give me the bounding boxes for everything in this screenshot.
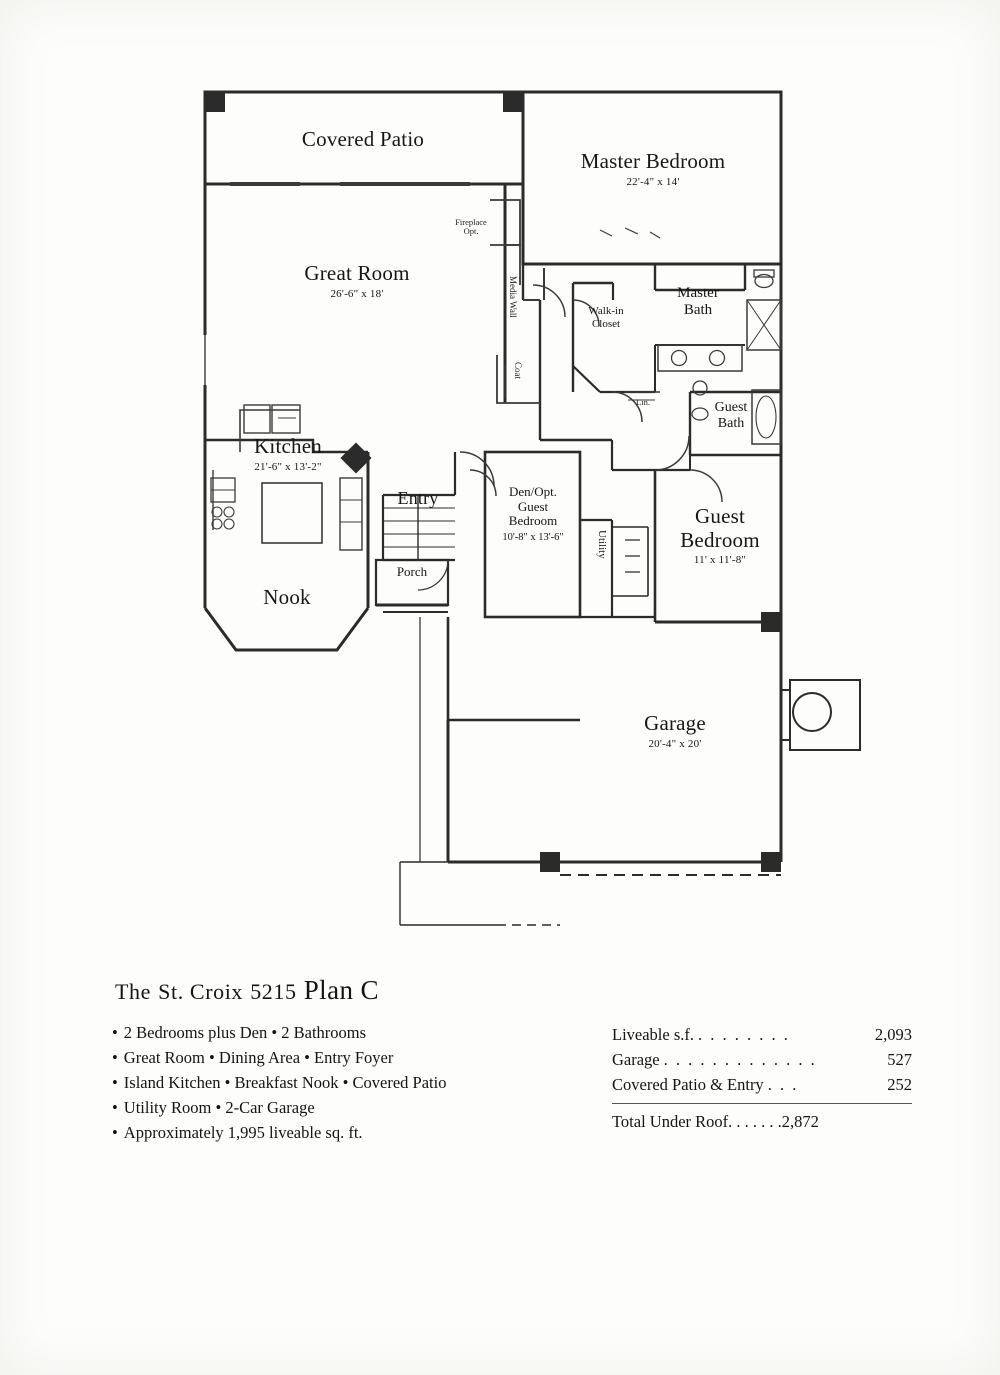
den-line2: Guest (517, 498, 549, 514)
plan-title (115, 975, 912, 1006)
plan-title-name: St. Croix (158, 979, 244, 1004)
master-bath-line1: Master (677, 285, 719, 301)
feature-item: • Great Room • Dining Area • Entry Foyer (112, 1045, 562, 1070)
master-bedroom-name: Master Bedroom (580, 149, 726, 173)
room-label-kitchen (198, 435, 378, 473)
area-row (612, 1047, 912, 1072)
den-line3: Bedroom (508, 513, 558, 529)
guest-bath-line1: Guest (714, 400, 748, 415)
plan-title-number: 5215 (250, 979, 297, 1004)
area-row (612, 1022, 912, 1047)
room-label-guest-bedroom (655, 505, 785, 566)
room-label-den (478, 485, 588, 543)
label-coat-closet (513, 362, 522, 379)
guest-bedroom-line2: Bedroom (680, 527, 760, 552)
garage-dims: 20'-4" x 20' (648, 737, 702, 750)
utility-name: Utility (596, 530, 608, 559)
area-summary-table (612, 1022, 912, 1132)
nook-name: Nook (263, 585, 311, 609)
area-label: Liveable s.f. (612, 1025, 695, 1044)
master-bedroom-dims: 22'-4" x 14' (626, 175, 680, 188)
feature-item: • Approximately 1,995 liveable sq. ft. (112, 1120, 562, 1145)
guest-bedroom-dims: 11' x 11'-8" (693, 554, 747, 567)
walk-in-closet-line2: Closet (591, 317, 621, 330)
room-label-walk-in-closet (575, 305, 637, 330)
media-wall-text: Media Wall (508, 276, 518, 318)
label-media-wall (508, 276, 517, 318)
room-label-master-bedroom (528, 150, 778, 188)
room-label-covered-patio (213, 128, 513, 152)
entry-name: Entry (397, 488, 439, 508)
feature-item: • Utility Room • 2-Car Garage (112, 1095, 562, 1120)
room-label-nook (212, 586, 362, 610)
area-label: Garage (612, 1050, 660, 1070)
den-line1: Den/Opt. (508, 484, 558, 499)
kitchen-name: Kitchen (254, 434, 322, 458)
den-dims: 10'-8" x 13'-6" (502, 531, 564, 543)
fireplace-opt-line2: Opt. (463, 226, 479, 237)
room-label-master-bath (655, 285, 741, 319)
area-value: 252 (887, 1075, 912, 1095)
label-fireplace-option (443, 218, 499, 237)
linen-text: Lin. (636, 397, 650, 407)
room-label-guest-bath (690, 400, 772, 431)
room-label-entry (378, 488, 458, 508)
porch-name: Porch (396, 564, 428, 579)
area-value: 527 (887, 1050, 912, 1070)
total-value: 2,872 (781, 1112, 819, 1132)
guest-bedroom-line1: Guest (695, 504, 745, 528)
room-label-porch (380, 565, 444, 580)
garage-name: Garage (644, 711, 706, 735)
total-label: Total Under Roof (612, 1112, 729, 1132)
label-linen-closet (626, 398, 660, 407)
leader-dots: . . . . . . . (728, 1112, 782, 1132)
leader-dots: . . . . . . . . . . . . . (663, 1050, 817, 1070)
master-bath-line2: Bath (683, 301, 713, 318)
area-divider (612, 1103, 912, 1104)
kitchen-dims: 21'-6" x 13'-2" (254, 460, 322, 473)
plan-title-the: The (115, 979, 152, 1004)
great-room-dims: 26'-6" x 18' (330, 287, 384, 300)
room-label-utility (596, 530, 607, 559)
fireplace-opt-line1: Fireplace (455, 217, 487, 227)
total-row (612, 1112, 912, 1132)
room-label-great-room (222, 262, 492, 300)
feature-item: • 2 Bedrooms plus Den • 2 Bathrooms (112, 1020, 562, 1045)
leader-dots: . . . (767, 1075, 799, 1095)
coat-text: Coat (513, 362, 523, 379)
plan-title-variant: Plan C (303, 975, 379, 1005)
feature-item: • Island Kitchen • Breakfast Nook • Covered Patio (112, 1070, 562, 1095)
room-label-garage (580, 712, 770, 750)
leader-dots: . . . . . . . . (698, 1025, 790, 1044)
great-room-name: Great Room (304, 261, 410, 285)
guest-bath-line2: Bath (717, 415, 745, 431)
covered-patio-name: Covered Patio (301, 127, 425, 151)
area-value: 2,093 (874, 1025, 912, 1044)
walk-in-closet-line1: Walk-in (588, 305, 624, 317)
title-block (112, 975, 912, 1145)
feature-list (112, 1020, 562, 1145)
area-label: Covered Patio & Entry (612, 1075, 764, 1095)
area-row (612, 1072, 912, 1097)
